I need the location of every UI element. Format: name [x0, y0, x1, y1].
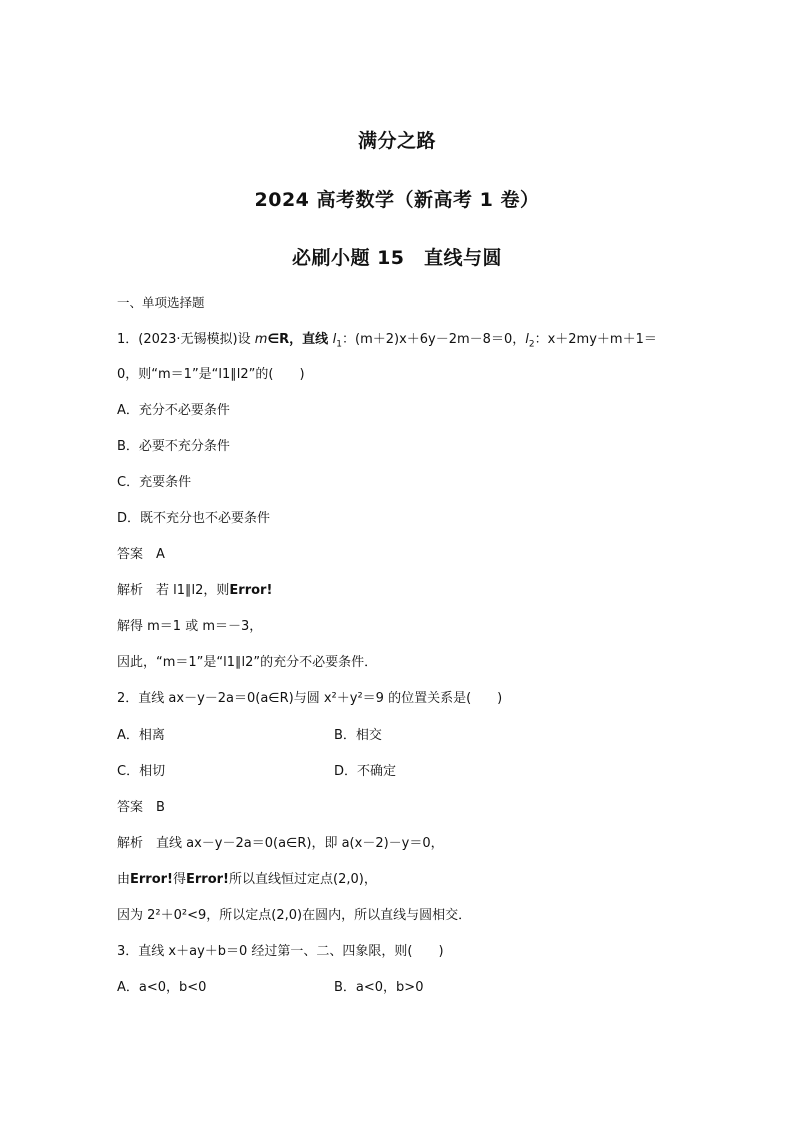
q3-option-b: B．a<0，b>0 — [334, 980, 424, 995]
q1-eq1: ：(m＋2)x＋6y－2m－8＝0， — [342, 332, 526, 347]
q1-stem-line1 — [117, 331, 657, 354]
q2-analysis-1: 解析 直线 ax－y－2a＝0(a∈R)，即 a(x－2)－y＝0， — [117, 836, 444, 851]
q3-stem: 3．直线 x＋ay＋b＝0 经过第一、二、四象限，则( ) — [117, 944, 444, 959]
q1-option-c: C．充要条件 — [117, 475, 192, 490]
q1-analysis-3: 因此，“m＝1”是“l1∥l2”的充分不必要条件． — [117, 655, 378, 670]
q1-analysis-2: 解得 m＝1 或 m＝－3， — [117, 619, 263, 634]
q1-l2-sub: 2 — [528, 339, 535, 350]
q2-option-b: B．相交 — [334, 728, 382, 743]
q1-l1: l — [332, 332, 337, 347]
q2-option-a: A．相离 — [117, 728, 165, 743]
q2-analysis-2-suffix: 所以直线恒过定点(2,0)， — [229, 872, 377, 887]
q1-l1-sub: 1 — [336, 339, 342, 350]
q1-analysis-1 — [117, 582, 272, 600]
q2-answer: 答案 B — [117, 800, 165, 815]
q1-l2: l — [525, 332, 529, 347]
q1-error: Error! — [229, 583, 273, 598]
q2-option-d: D．不确定 — [334, 764, 397, 779]
q1-option-d: D．既不充分也不必要条件 — [117, 511, 271, 526]
title-brand: 满分之路 — [357, 130, 436, 152]
q2-stem: 2．直线 ax－y－2a＝0(a∈R)与圆 x²＋y²＝9 的位置关系是( ) — [117, 691, 503, 706]
q1-stem-line2: 0，则“m＝1”是“l1∥l2”的( ) — [117, 367, 305, 382]
title-exam: 2024 高考数学（新高考 1 卷） — [254, 189, 540, 211]
section-heading: 一、单项选择题 — [117, 295, 205, 310]
q1-stem-prefix: 1．(2023·无锡模拟)设 — [117, 332, 255, 347]
q2-option-c: C．相切 — [117, 764, 166, 779]
q2-analysis-2-mid: 得 — [173, 872, 187, 887]
q2-analysis-2 — [117, 871, 377, 889]
q1-m: m — [254, 332, 268, 347]
q2-error-2: Error! — [186, 872, 229, 887]
title-topic: 必刷小题 15 直线与圆 — [291, 247, 503, 269]
q1-answer: 答案 A — [117, 547, 165, 562]
q1-option-b: B．必要不充分条件 — [117, 439, 230, 454]
q1-analysis-1-text: 解析 若 l1∥l2，则 — [117, 583, 230, 598]
q1-option-a: A．充分不必要条件 — [117, 403, 230, 418]
q1-eq2: ：x＋2my＋m＋1＝ — [534, 332, 657, 347]
q1-in-r: ∈R，直线 — [267, 332, 333, 347]
q2-analysis-3: 因为 2²＋0²<9，所以定点(2,0)在圆内，所以直线与圆相交． — [117, 908, 472, 923]
q2-analysis-2-prefix: 由 — [117, 872, 131, 887]
q2-error-1: Error! — [130, 872, 173, 887]
q3-option-a: A．a<0，b<0 — [117, 980, 207, 995]
